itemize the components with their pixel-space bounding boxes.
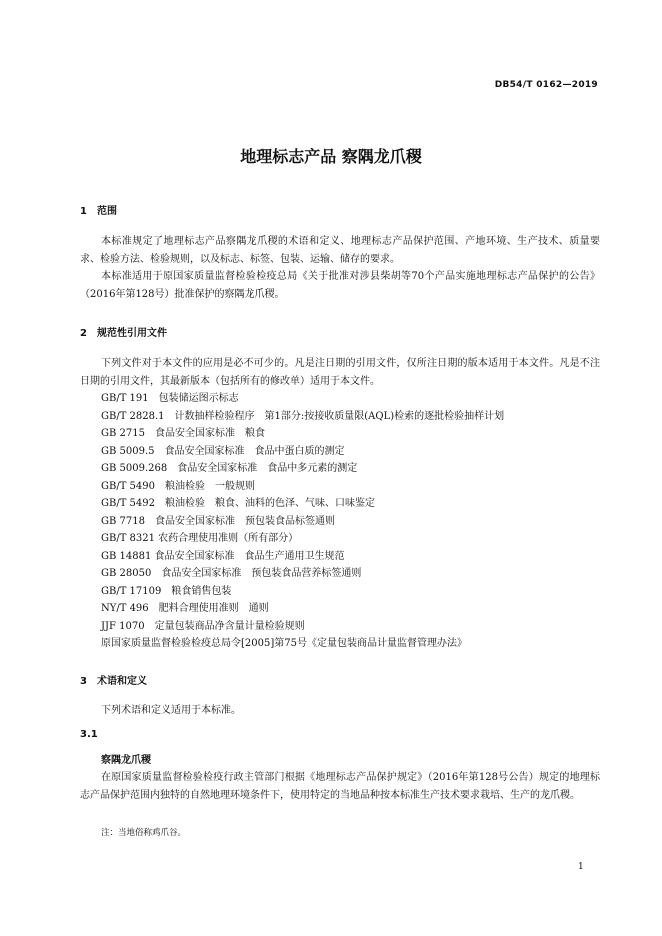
reference-item: GB/T 17109 粮食销售包装 (101, 585, 232, 597)
section-1-heading (80, 202, 117, 217)
reference-item: GB 7718 食品安全国家标准 预包装食品标签通则 (101, 515, 335, 527)
section-2-heading (80, 324, 167, 339)
reference-item: JJF 1070 定量包装商品净含量计量检验规则 (101, 620, 305, 632)
section-number: 1 (80, 206, 87, 217)
term-number: 3.1 (80, 729, 98, 740)
normative-intro-paragraph: 下列文件对于本文件的应用是必不可少的。凡是注日期的引用文件，仅所注日期的版本适用于本文件。凡是不注日期的引用文件，其最新版本（包括所有的修改单）适用于本文件。 (80, 358, 600, 387)
reference-item: GB/T 191 包装储运图示标志 (101, 393, 239, 404)
reference-item: GB 14881 食品安全国家标准 食品生产通用卫生规范 (101, 550, 345, 562)
scope-paragraph: 本标准规定了地理标志产品察隅龙爪稷的术语和定义、地理标志产品保护范围、产地环境、生产技术、质量要求、检验方法、检验规则，以及标志、标签、包装、运输、储存的要求。 (80, 236, 600, 265)
section-title: 术语和定义 (97, 676, 147, 687)
page-number: 1 (578, 862, 584, 872)
term-note: 注：当地俗称鸡爪谷。 (101, 828, 187, 838)
reference-item: GB/T 8321 农药合理使用准则（所有部分） (101, 533, 299, 544)
term-name: 察隅龙爪稷 (101, 755, 151, 766)
terms-intro-paragraph: 下列术语和定义适用于本标准。 (101, 705, 241, 716)
reference-item: GB/T 2828.1 计数抽样检验程序 第1部分:按接收质量限(AQL)检索的逐批检验抽样计划 (101, 410, 505, 422)
section-3-heading (80, 672, 147, 687)
standard-code: DB54/T 0162—2019 (494, 80, 598, 90)
reference-item: NY/T 496 肥料合理使用准则 通则 (101, 603, 269, 614)
reference-item: GB 2715 食品安全国家标准 粮食 (101, 428, 265, 439)
reference-item: 原国家质量监督检验检疫总局令[2005]第75号《定量包装商品计量监督管理办法》 (101, 638, 467, 649)
reference-item: GB 5009.5 食品安全国家标准 食品中蛋白质的测定 (101, 445, 345, 457)
reference-item: GB/T 5492 粮油检验 粮食、油料的色泽、气味、口味鉴定 (101, 498, 376, 509)
section-title: 规范性引用文件 (97, 328, 167, 339)
section-number: 2 (80, 328, 87, 339)
reference-item: GB 28050 食品安全国家标准 预包装食品营养标签通则 (101, 568, 362, 579)
reference-item: GB/T 5490 粮油检验 一般规则 (101, 480, 256, 492)
term-definition: 在原国家质量监督检验检疫行政主管部门根据《地理标志产品保护规定》（2016年第128号公告）规定的地理标志产品保护范围内独特的自然地理环境条件下，使用特定的当地品种按本标准生产技术要求栽培、生产的龙爪稷。 (80, 772, 600, 801)
document-title: 地理标志产品 察隅龙爪稷 (240, 147, 422, 166)
reference-item: GB 5009.268 食品安全国家标准 食品中多元素的测定 (101, 463, 358, 474)
section-title: 范围 (97, 206, 117, 217)
section-number: 3 (80, 676, 87, 687)
scope-paragraph: 本标准适用于原国家质量监督检验检疫总局《关于批准对涉县柴胡等70个产品实施地理标志产品保护的公告》（2016年第128号）批准保护的察隅龙爪稷。 (80, 271, 600, 300)
